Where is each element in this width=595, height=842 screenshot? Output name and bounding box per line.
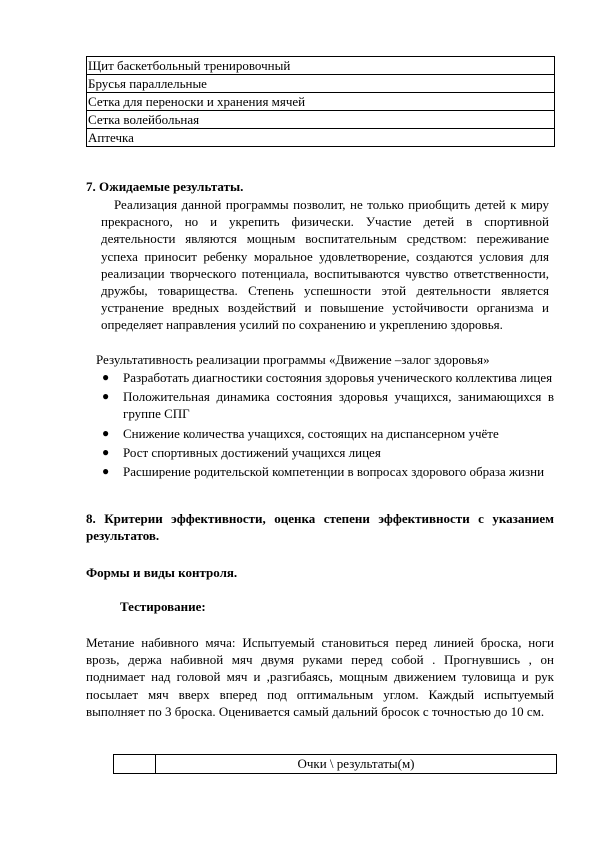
bullet-icon: ● <box>102 464 110 479</box>
testing-heading: Тестирование: <box>120 599 206 614</box>
table-cell-empty <box>114 755 156 774</box>
equipment-cell: Аптечка <box>87 129 555 147</box>
results-table <box>113 754 557 774</box>
results-bullet-list <box>90 369 554 482</box>
bullet-icon: ● <box>102 389 110 404</box>
equipment-cell: Брусья параллельные <box>87 75 555 93</box>
test-paragraph: Метание набивного мяча: Испытуемый становиться перед линией броска, ноги врозь, держа набивной мяч двумя руками перед собой . Прогнувшись , он поднимает над головой мяч и ,разгибаясь, мощным движением туловища и рук посылает мяч вверх вперед под оптимальным углом. Каждый испытуемый выполняет по 3 броска. Оценивается самый дальний бросок с точностью до 10 см. <box>86 635 554 719</box>
section7-paragraph: Реализация данной программы позволит, не только приобщить детей к миру прекрасного, но и укрепить физически. Участие детей в спортивной деятельности являются мощным воспитательным средством: переживание успеха приносит ребенку моральное удовлетворение, создаются условия для реализации творческого потенциала, воспитываются чувство ответственности, дружбы, товарищества. Степень успешности этой деятельности является устранение вредных воздействий и повышение устойчивости организма и определяет направления усилий по сохранению и укреплению здоровья. <box>101 197 549 333</box>
table-row <box>87 93 555 111</box>
list-item: ● Расширение родительской компетенции в вопросах здорового образа жизни <box>102 464 545 480</box>
bullet-icon: ● <box>102 444 110 459</box>
list-item: ● Положительная динамика состояния здоровья учащихся, занимающихся в группе СПГ <box>102 389 554 422</box>
equipment-cell: Сетка для переноски и хранения мячей <box>87 93 555 111</box>
table-header-cell: Очки \ результаты(м) <box>156 755 557 774</box>
results-intro: Результативность реализации программы «Движение –залог здоровья» <box>96 352 490 367</box>
bullet-icon: ● <box>102 425 110 440</box>
table-row <box>87 75 555 93</box>
forms-heading: Формы и виды контроля. <box>86 565 238 580</box>
table-row <box>114 755 557 774</box>
equipment-cell: Сетка волейбольная <box>87 111 555 129</box>
list-item: ● Снижение количества учащихся, состоящих на диспансерном учёте <box>102 425 499 441</box>
table-row <box>87 57 555 75</box>
bullet-icon: ● <box>102 370 110 384</box>
list-item: ● Разработать диагностики состояния здоровья ученического коллектива лицея <box>102 370 553 385</box>
equipment-table <box>86 56 555 147</box>
section8-heading: 8. Критерии эффективности, оценка степени эффективности с указанием результатов. <box>86 511 554 544</box>
table-row <box>87 111 555 129</box>
list-item: ● Рост спортивных достижений учащихся лицея <box>102 444 381 460</box>
section7-heading: 7. Ожидаемые результаты. <box>86 179 244 194</box>
equipment-cell: Щит баскетбольный тренировочный <box>87 57 555 75</box>
table-row <box>87 129 555 147</box>
